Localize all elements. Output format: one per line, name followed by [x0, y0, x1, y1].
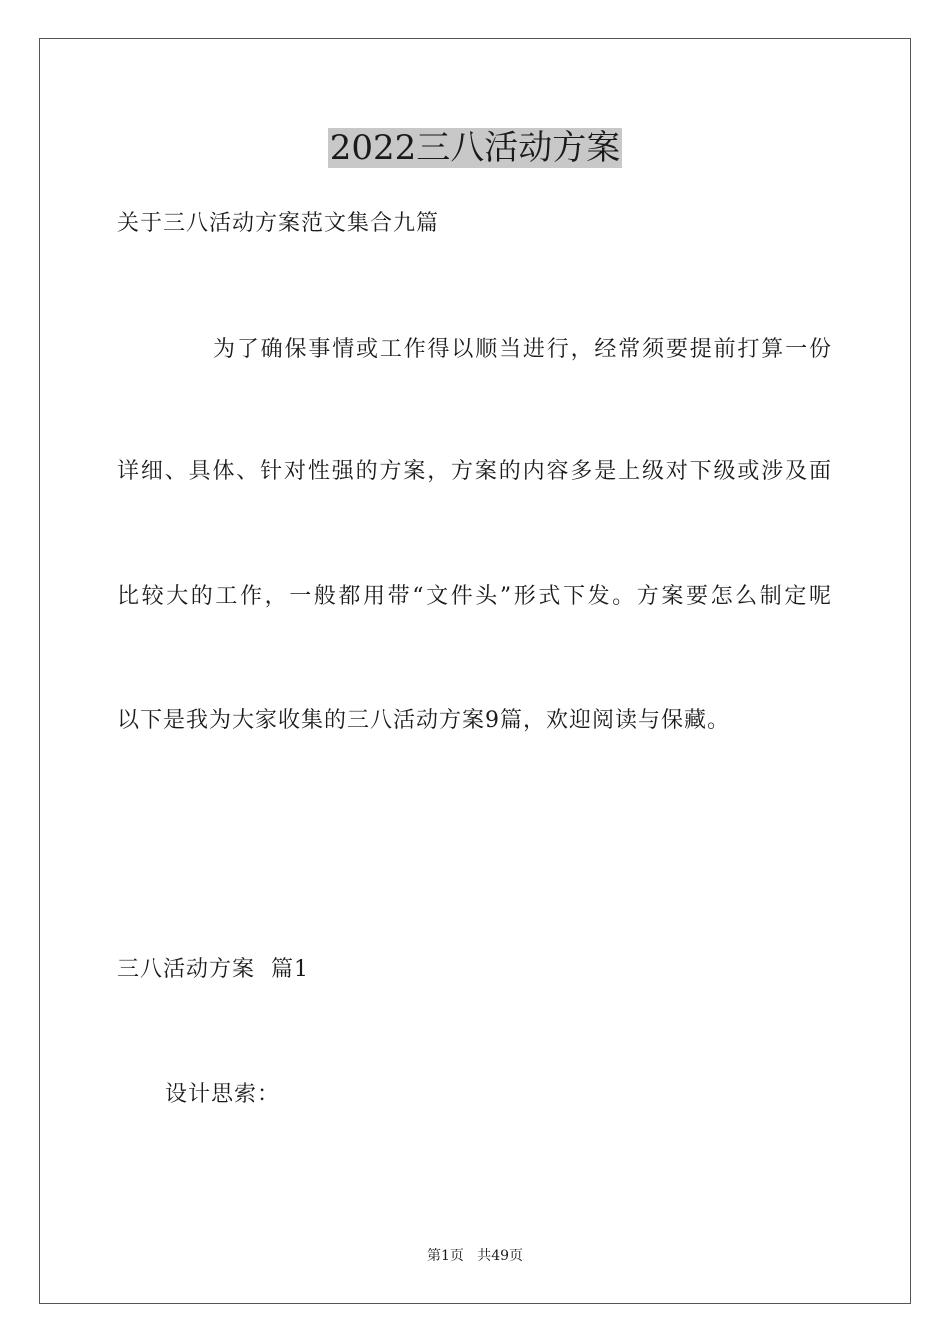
document-title-text: 2022三八活动方案 [329, 128, 621, 168]
document-subtitle: 关于三八活动方案范文集合九篇 [117, 211, 440, 236]
paragraph-line-3: 比较大的工作，一般都用带“文件头”形式下发。方案要怎么制定呢 [117, 584, 831, 609]
document-title [0, 126, 950, 170]
section-heading: 三八活动方案 篇1 [117, 957, 309, 982]
paragraph-line-1: 为了确保事情或工作得以顺当进行，经常须要提前打算一份 [213, 337, 831, 362]
paragraph-line-4: 以下是我为大家收集的三八活动方案9篇，欢迎阅读与保藏。 [117, 708, 730, 733]
page-footer: 第1页 共49页 [426, 1248, 524, 1264]
paragraph-line-2: 详细、具体、针对性强的方案，方案的内容多是上级对下级或涉及面 [117, 459, 831, 484]
section-subheading: 设计思索： [165, 1082, 281, 1107]
